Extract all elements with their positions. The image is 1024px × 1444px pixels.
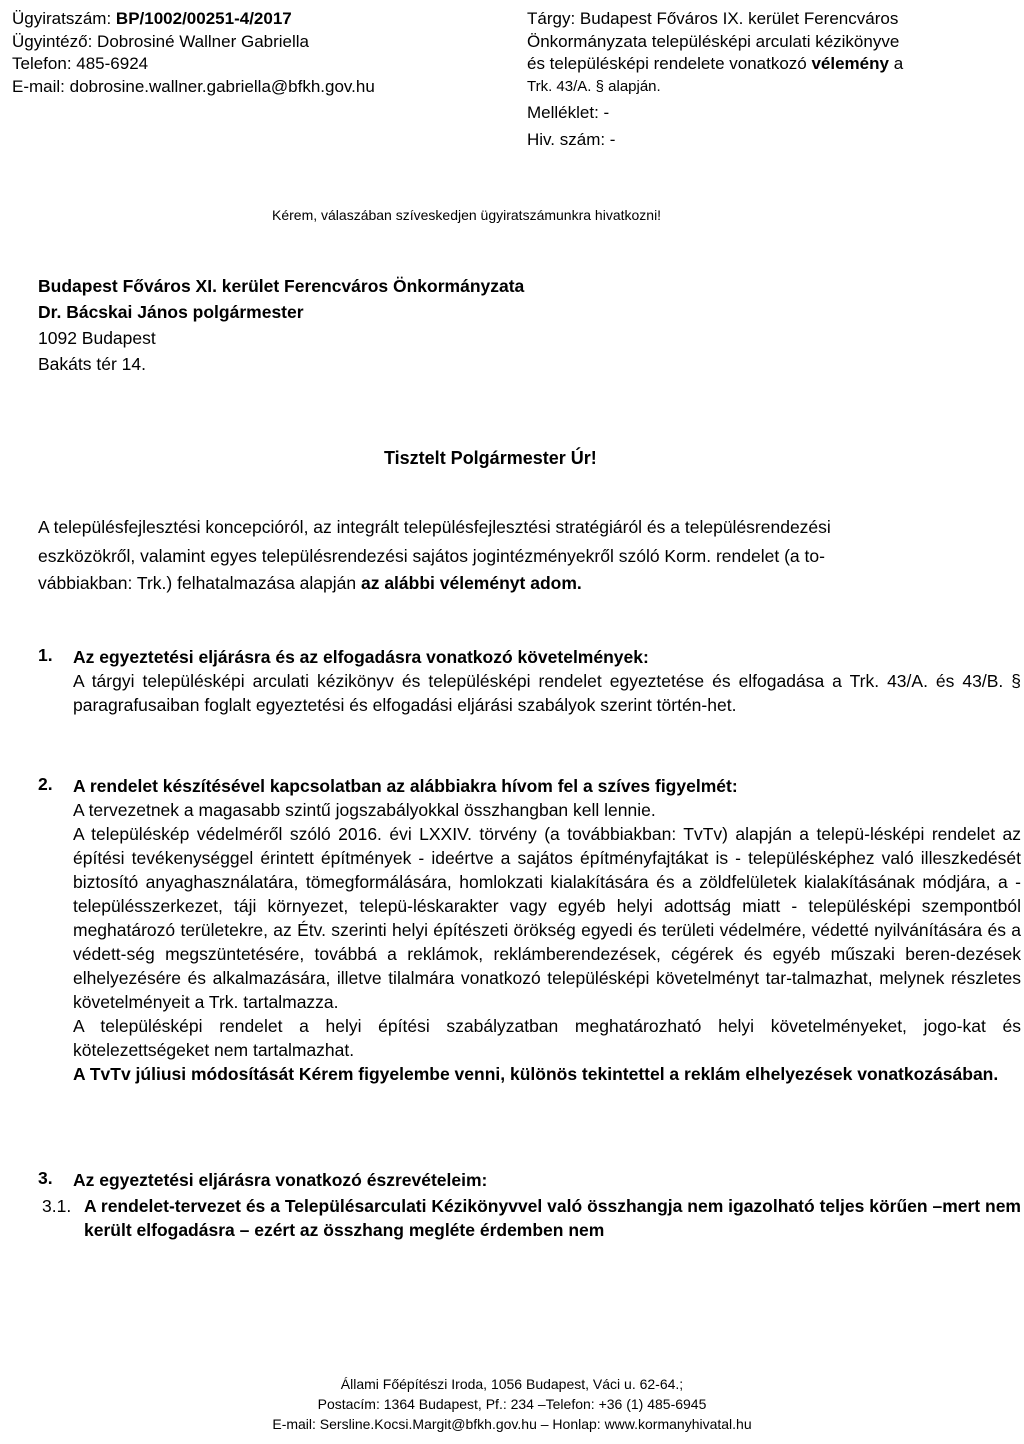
reference-number-line: Hiv. szám: - [527, 129, 616, 149]
case-number-label: Ügyiratszám: [12, 9, 116, 28]
subject-text: a [888, 54, 904, 73]
intro-paragraph [38, 515, 1022, 595]
section-3-number: 3. [38, 1168, 53, 1188]
section-2-emphasis: A TvTv júliusi módosítását Kérem figyelembe venni, különös tekintettel a reklám elhelyezések vonatkozásában. [73, 1064, 999, 1084]
intro-line: eszközökről, valamint egyes településrendezési sajátos jogintézményekről szóló Korm. rendelet (a to- [38, 546, 825, 566]
footer-address: Állami Főépítészi Iroda, 1056 Budapest, Váci u. 62-64.; [340, 1376, 684, 1392]
section-2-paragraph: A tervezetnek a magasabb szintű jogszabályokkal összhangban kell lennie. [73, 800, 656, 820]
officer-email: E-mail: dobrosine.wallner.gabriella@bfkh.gov.hu [12, 76, 375, 96]
officer-phone: Telefon: 485-6924 [12, 54, 149, 73]
reference-note: Kérem, válaszában szíveskedjen ügyiratszámunkra hivatkozni! [272, 207, 662, 223]
section-3-title: Az egyeztetési eljárásra vonatkozó észrevételeim: [73, 1170, 488, 1190]
header-right [527, 8, 1022, 151]
intro-text: vábbiakban: Trk.) felhatalmazása alapján [38, 573, 361, 593]
intro-emphasis: az alábbi véleményt adom. [360, 573, 582, 593]
section-2-paragraph: A településkép védelméről szóló 2016. évi LXXIV. törvény (a továbbiakban: TvTv) alapján a telepü-lésképi rendelet az építési tevékenységgel érintett építmények - ideértve a sajátos építményfajtákat is - településképhez való illeszkedését biztosító anyaghasználatára, tömegformálására, homlokzati kialakítására és a zöldfelületek kialakításának módjára, a - településszerkezet, táji környezet, telepü-léskarakter vagy egyéb helyi adottság miatt - településképi szempontból meghatározó területekre, az Étv. szerinti helyi építészeti örökség egyedi és területi védelmére, védetté nyilvánítására és a védett-ség megszüntetésére, továbbá a reklámok, reklámberendezések, cégérek és egyéb műszaki beren-dezések elhelyezésére és alkalmazására, illetve tilalmára vonatkozó településképi követelményt tar-talmazhat, melynek részletes követelményeit a Trk. tartalmazza. [73, 824, 1021, 1012]
officer-name: Ügyintéző: Dobrosiné Wallner Gabriella [12, 31, 310, 51]
section-2-number: 2. [38, 774, 53, 794]
intro-line: A településfejlesztési koncepcióról, az integrált településfejlesztési stratégiáról és a településrendezési [38, 517, 831, 537]
case-number: BP/1002/00251-4/2017 [115, 9, 292, 28]
subject-emphasis: vélemény [811, 54, 889, 73]
addressee-block [38, 273, 524, 377]
section-1-title: Az egyeztetési eljárásra és az elfogadásra vonatkozó követelmények: [73, 647, 649, 667]
footer-postal: Postacím: 1364 Budapest, Pf.: 234 –Telefon: +36 (1) 485-6945 [317, 1396, 707, 1412]
addressee-org: Budapest Főváros XI. kerület Ferencváros Önkormányzata [38, 276, 525, 296]
subject-line: Trk. 43/A. § alapján. [527, 77, 661, 95]
footer-contact: E-mail: Sersline.Kocsi.Margit@bfkh.gov.hu – Honlap: www.kormanyhivatal.hu [272, 1416, 752, 1432]
salutation: Tisztelt Polgármester Úr! [384, 448, 597, 468]
addressee-city: 1092 Budapest [38, 328, 156, 348]
case-number-line [12, 8, 492, 31]
section-3-1-number: 3.1. [42, 1196, 72, 1216]
section-2 [73, 774, 1021, 1086]
section-2-title: A rendelet készítésével kapcsolatban az alábbiakra hívom fel a szíves figyelmét: [73, 776, 738, 796]
footer [0, 1374, 1024, 1434]
subject-line [527, 53, 1022, 76]
addressee-street: Bakáts tér 14. [38, 354, 146, 374]
section-2-paragraph: A településképi rendelet a helyi építési szabályzatban meghatározható helyi követelményeket, jogo-kat és kötelezettségeket nem tartalmazhat. [73, 1016, 1021, 1060]
subject-line: Tárgy: Budapest Főváros IX. kerület Ferencváros [527, 9, 899, 28]
section-1-text: A tárgyi településképi arculati kézikönyv és településképi rendelet egyeztetése és elfogadása a Trk. 43/A. és 43/B. § paragrafusaiban foglalt egyeztetési és elfogadási eljárási szabályok szerint történ-het. [73, 671, 1021, 715]
section-3 [73, 1168, 1021, 1192]
intro-line [38, 571, 1022, 595]
subject-text: és településképi rendelete vonatkozó [527, 54, 812, 73]
attachment-line: Melléklet: - [527, 103, 610, 122]
section-1 [73, 645, 1021, 717]
addressee-person: Dr. Bácskai János polgármester [38, 302, 304, 322]
subject-line: Önkormányzata településképi arculati kézikönyve [527, 31, 900, 51]
header-left [12, 8, 492, 98]
section-1-number: 1. [38, 645, 53, 665]
section-3-1-text: A rendelet-tervezet és a Településarculati Kézikönyvvel való összhangja nem igazolható teljes körűen –mert nem került elfogadásra – ezért az összhang megléte érdemben nem [84, 1196, 1021, 1240]
